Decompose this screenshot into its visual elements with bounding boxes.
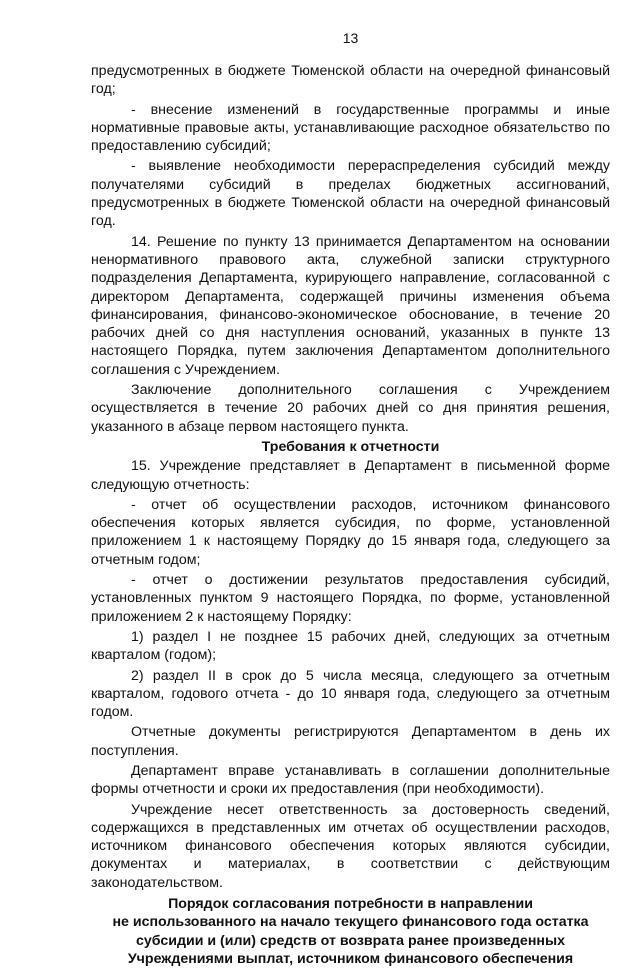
heading-line: Порядок согласования потребности в направлении xyxy=(168,896,533,913)
paragraph: 14. Решение по пункту 13 принимается Департаментом на основании ненормативного правового акта, служебной записки структурного подразделения Департамента, курирующего направление, согласованной с директором Департамента, содержащей причины изменения объема финансирования, финансово-экономическое обоснование, в течение 20 рабочих дней со дня наступления оснований, указанных в пункте 13 настоящего Порядка, путем заключения Департаментом дополнительного соглашения с Учреждением. xyxy=(91,233,610,378)
paragraph: предусмотренных в бюджете Тюменской области на очередной финансовый год; xyxy=(91,63,610,98)
list-item: 2) раздел II в срок до 5 числа месяца, следующего за отчетным кварталом, годового отчета - до 10 января года, следующего за отчетным годом. xyxy=(91,667,610,721)
list-item: - внесение изменений в государственные программы и иные нормативные правовые акты, устанавливающие расходное обязательство по предоставлению субсидий; xyxy=(91,101,610,155)
list-item: 1) раздел I не позднее 15 рабочих дней, следующих за отчетным кварталом (годом); xyxy=(91,628,610,664)
heading-line: не использованного на начало текущего финансового года остатка xyxy=(112,914,589,931)
page-number: 13 xyxy=(342,30,359,46)
section-heading: Требования к отчетности xyxy=(261,438,440,455)
list-item: - отчет об осуществлении расходов, источником финансового обеспечения которых является субсидия, по форме, установленной приложением 1 к настоящему Порядку до 15 января года, следующего за отчетным годом; xyxy=(91,496,610,568)
final-section-heading xyxy=(91,895,610,968)
paragraph: Заключение дополнительного соглашения с Учреждением осуществляется в течение 20 рабочих дней со дня принятия решения, указанного в абзаце первом настоящего пункта. xyxy=(91,382,610,435)
paragraph: Департамент вправе устанавливать в соглашении дополнительные формы отчетности и сроки их предоставления (при необходимости). xyxy=(91,762,610,798)
paragraph: 15. Учреждение представляет в Департамент в письменной форме следующую отчетность: xyxy=(91,458,610,493)
heading-line: субсидии и (или) средств от возврата ранее произведенных xyxy=(136,932,565,949)
paragraph: Учреждение несет ответственность за достоверность сведений, содержащихся в представленных им отчетах об осуществлении расходов, источником финансового обеспечения которых являются субсидии, документах и материалах, в соответствии с действующим законодательством. xyxy=(91,801,610,891)
heading-line: Учреждениями выплат, источником финансового обеспечения xyxy=(127,950,574,967)
list-item: - отчет о достижении результатов предоставления субсидий, установленных пунктом 9 настоящего Порядка, по форме, установленной приложением 2 к настоящему Порядку: xyxy=(91,572,610,625)
list-item: - выявление необходимости перераспределения субсидий между получателями субсидий в пределах бюджетных ассигнований, предусмотренных в бюджете Тюменской области на очередной финансовый год. xyxy=(91,158,610,230)
paragraph: Отчетные документы регистрируются Департаментом в день их поступления. xyxy=(91,724,610,759)
